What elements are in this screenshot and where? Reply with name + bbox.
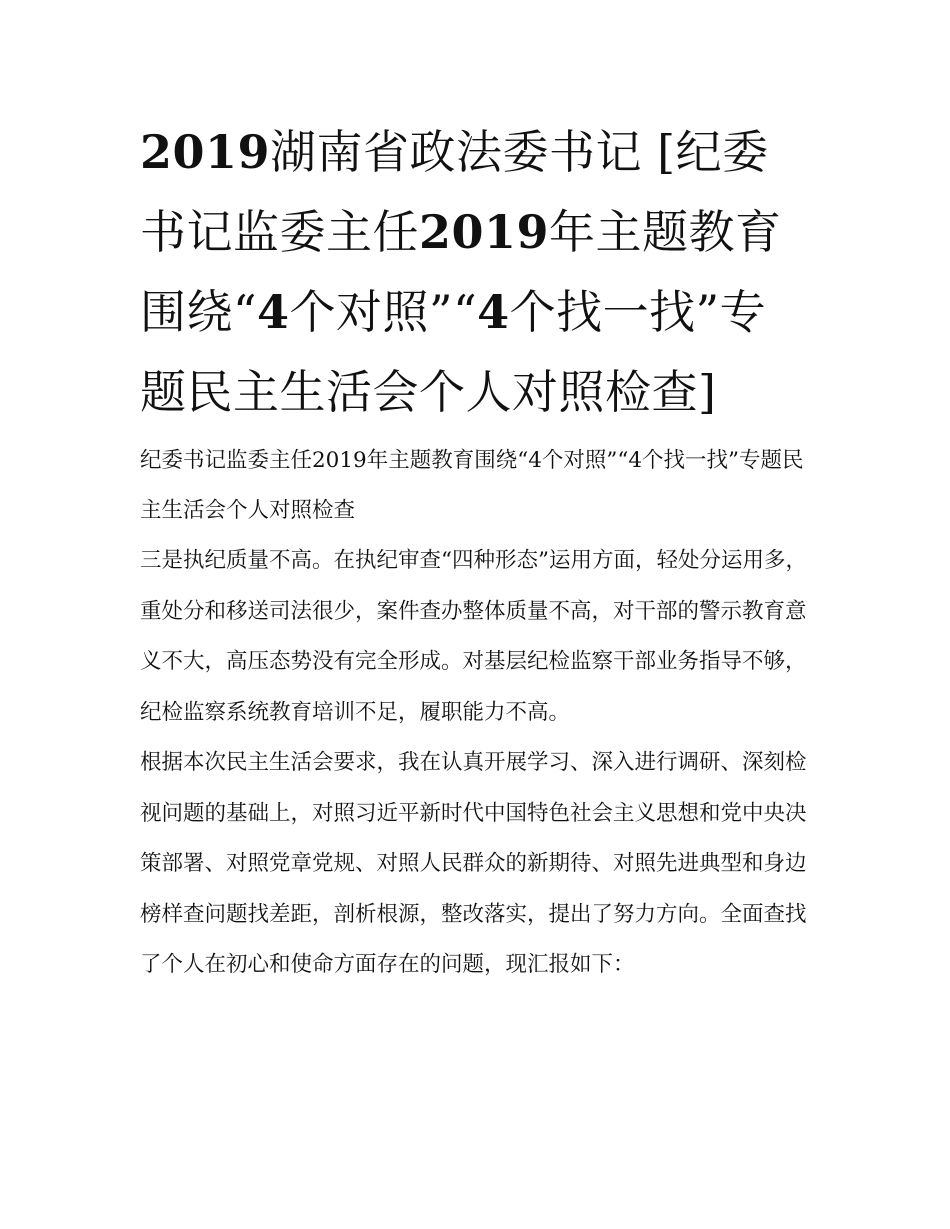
document-body	[140, 112, 812, 991]
document-title: 2019湖南省政法委书记 [纪委书记监委主任2019年主题教育围绕“4个对照”“4个找一找”专题民主生活会个人对照检查]	[140, 125, 782, 419]
paragraph-2: 根据本次民主生活会要求，我在认真开展学习、深入进行调研、深刻检视问题的基础上，对照习近平新时代中国特色社会主义思想和党中央决策部署、对照党章党规、对照人民群众的新期待、对照先进典型和身边榜样查问题找差距，剖析根源，整改落实，提出了努力方向。全面查找了个人在初心和使命方面存在的问题，现汇报如下：	[140, 750, 807, 977]
paragraph-1: 三是执纪质量不高。在执纪审查“四种形态”运用方面，轻处分运用多，重处分和移送司法很少，案件查办整体质量不高，对干部的警示教育意义不大，高压态势没有完全形成。对基层纪检监察干部业务指导不够，纪检监察系统教育培训不足，履职能力不高。	[140, 548, 807, 725]
document-subtitle: 纪委书记监委主任2019年主题教育围绕“4个对照”“4个找一找”专题民主生活会个人对照检查	[140, 448, 804, 523]
